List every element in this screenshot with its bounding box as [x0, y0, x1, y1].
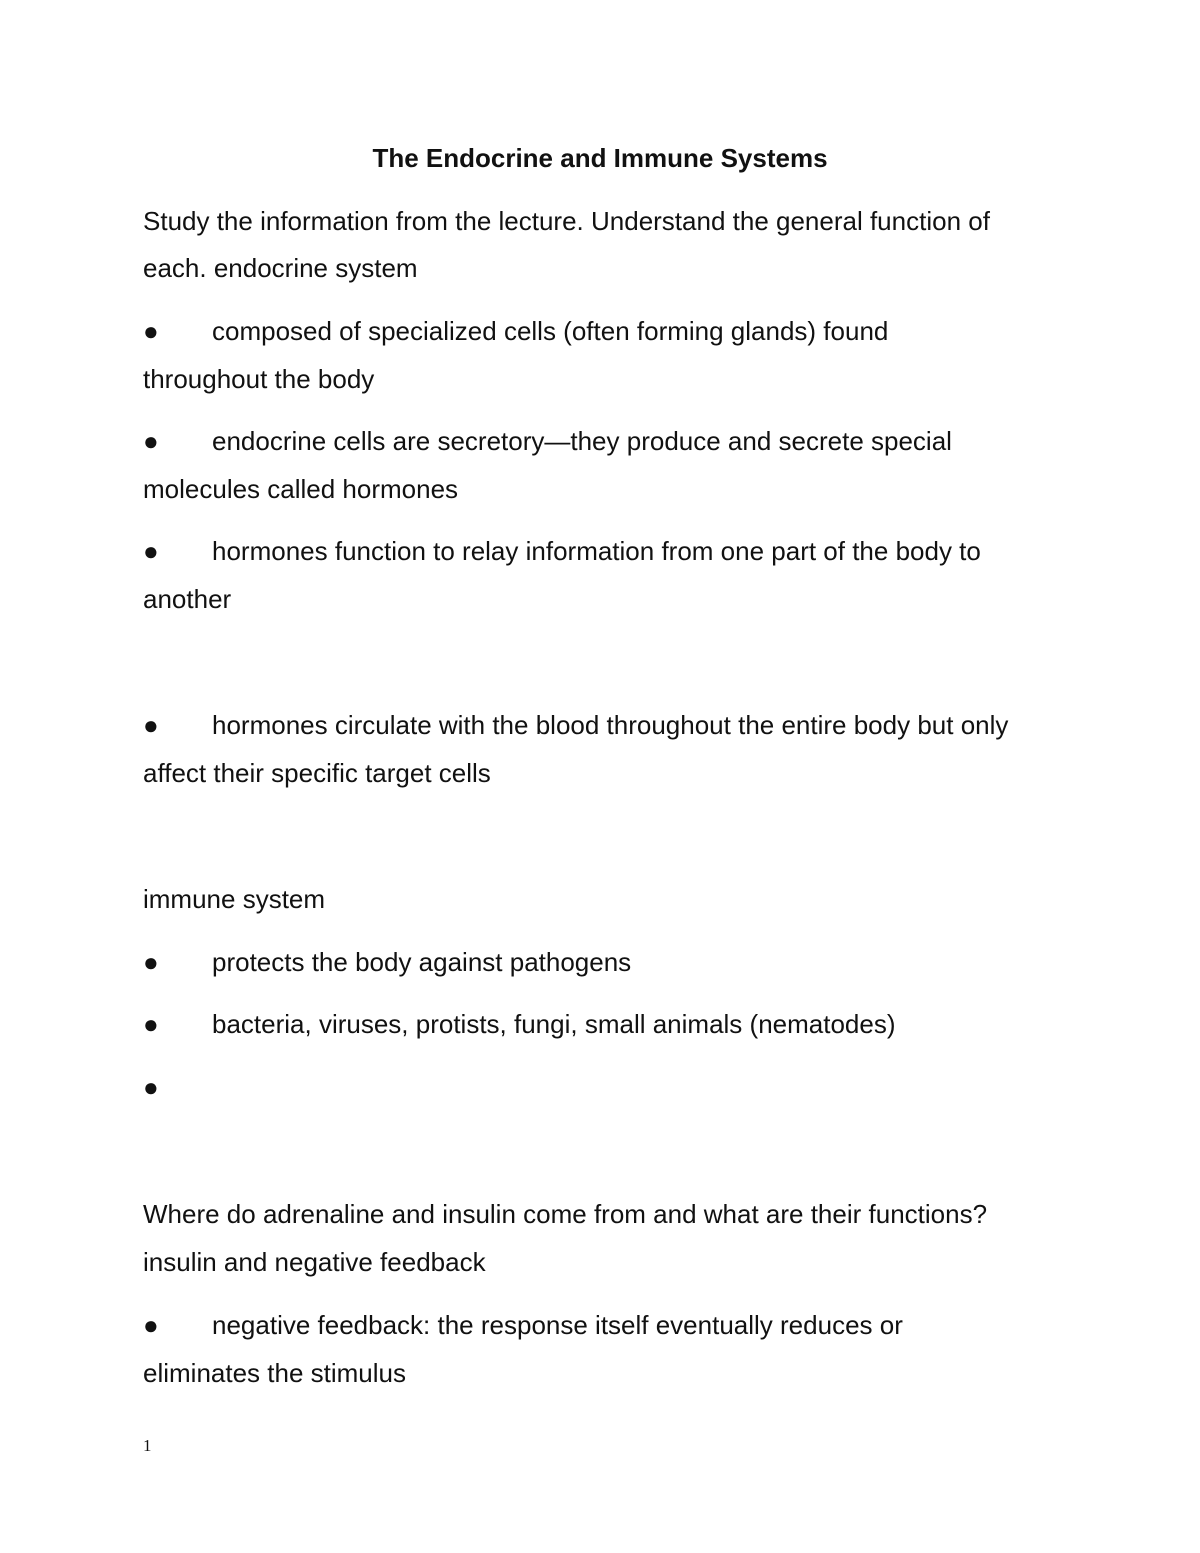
list-item-text: hormones circulate with the blood throughout the entire body but only — [212, 710, 1009, 740]
bullet-icon: ● — [143, 947, 159, 977]
list-item-continuation: molecules called hormones — [143, 474, 459, 504]
list-item — [143, 1000, 1083, 1048]
list-item-text: endocrine cells are secretory—they produce and secrete special — [212, 426, 952, 456]
section-heading-insulin: insulin and negative feedback — [143, 1247, 486, 1277]
document-title: The Endocrine and Immune Systems — [372, 143, 828, 173]
list-item-text: negative feedback: the response itself eventually reduces or — [212, 1310, 903, 1340]
bullet-icon: ● — [143, 1009, 159, 1039]
bullet-icon: ● — [143, 536, 159, 566]
bullet-icon: ● — [143, 710, 159, 740]
list-item — [143, 701, 1083, 749]
list-item-text: protects the body against pathogens — [212, 947, 632, 977]
list-item — [143, 307, 1083, 355]
page-number: 1 — [143, 1436, 152, 1455]
question-line: Where do adrenaline and insulin come from and what are their functions? — [143, 1199, 988, 1229]
bullet-icon: ● — [143, 426, 159, 456]
list-item — [143, 1301, 1083, 1349]
section-heading-immune: immune system — [143, 884, 326, 914]
bullet-icon: ● — [143, 1310, 159, 1340]
list-item-text: composed of specialized cells (often forming glands) found — [212, 316, 889, 346]
list-item — [143, 938, 1083, 986]
intro-line-1: Study the information from the lecture. Understand the general function of — [143, 206, 990, 236]
list-item-text: hormones function to relay information from one part of the body to — [212, 536, 981, 566]
intro-line-2: each. endocrine system — [143, 253, 418, 283]
list-item-continuation: another — [143, 584, 232, 614]
list-item-continuation: affect their specific target cells — [143, 758, 491, 788]
list-item — [143, 417, 1083, 465]
list-item — [143, 1063, 1083, 1111]
bullet-icon: ● — [143, 316, 159, 346]
list-item-continuation: eliminates the stimulus — [143, 1358, 406, 1388]
bullet-icon: ● — [143, 1072, 159, 1102]
list-item-continuation: throughout the body — [143, 364, 375, 394]
list-item-text: bacteria, viruses, protists, fungi, small animals (nematodes) — [212, 1009, 896, 1039]
list-item — [143, 527, 1083, 575]
